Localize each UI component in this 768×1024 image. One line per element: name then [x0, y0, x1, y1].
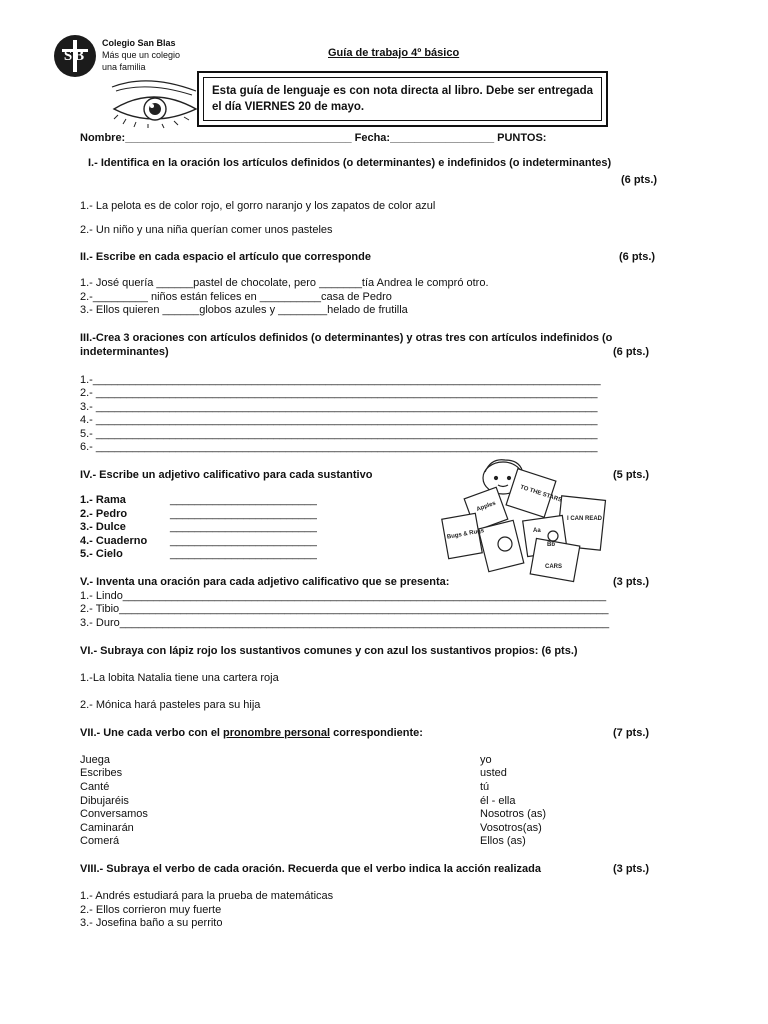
school-name: Colegio San Blas	[102, 38, 176, 48]
verb-item: Dibujaréis	[80, 795, 129, 807]
pronoun-item: él - ella	[480, 795, 516, 807]
verb-item: Comerá	[80, 835, 120, 847]
logo-letters: SB	[63, 48, 87, 64]
section8-points: (3 pts.)	[613, 863, 650, 875]
section4-points: (5 pts.)	[613, 469, 650, 481]
section7-points: (7 pts.)	[613, 727, 650, 739]
adjective-blank[interactable]: ________________________	[170, 494, 317, 506]
adjective-blank[interactable]: ________________________	[170, 548, 317, 560]
answer-line[interactable]: 2.- __________________________________________________________________________________	[80, 387, 598, 399]
adjective-blank[interactable]: ________________________	[170, 521, 317, 533]
eye-icon	[108, 79, 200, 129]
section8-item: 1.- Andrés estudiará para la prueba de matemáticas	[80, 890, 334, 902]
section7-title	[80, 727, 423, 739]
verb-item: Conversamos	[80, 808, 148, 820]
book-label: Aa	[533, 528, 541, 534]
section8-item: 3.- Josefina baño a su perrito	[80, 917, 223, 929]
section8-title: VIII.- Subraya el verbo de cada oración. Recuerda que el verbo indica la acción realizada	[80, 863, 541, 875]
noun-label: 3.- Dulce	[80, 521, 126, 533]
school-motto-line2: una familia	[102, 62, 146, 72]
book-label: Apples	[475, 500, 497, 514]
section1-points: (6 pts.)	[621, 174, 658, 186]
section7-title-underlined: pronombre personal	[223, 727, 331, 739]
section6-item: 1.-La lobita Natalia tiene una cartera roja	[80, 672, 279, 684]
book-label: I CAN READ	[567, 516, 603, 522]
verb-item: Escribes	[80, 767, 123, 779]
school-info	[102, 37, 180, 73]
section8-item: 2.- Ellos corrieron muy fuerte	[80, 904, 222, 916]
sentence-line[interactable]: 2.- Tibio________________________________________________________________________________	[80, 603, 609, 615]
section2-item: 3.- Ellos quieren ______globos azules y ________helado de frutilla	[80, 304, 408, 316]
section7-title-suffix: correspondiente:	[330, 727, 423, 739]
sentence-line[interactable]: 3.- Duro________________________________________________________________________________	[80, 617, 610, 629]
section2-title: II.- Escribe en cada espacio el artículo que corresponde	[80, 251, 371, 263]
noun-label: 1.- Rama	[80, 494, 126, 506]
book-label: Bb	[547, 542, 555, 548]
section3-title-line1: III.-Crea 3 oraciones con artículos definidos (o determinantes) y otras tres con artículos indefinidos (o	[80, 332, 613, 344]
pronoun-item: Vosotros(as)	[480, 822, 542, 834]
section2-points: (6 pts.)	[619, 251, 656, 263]
section6-item: 2.- Mónica hará pasteles para su hija	[80, 699, 261, 711]
answer-line[interactable]: 5.- __________________________________________________________________________________	[80, 428, 598, 440]
section5-title: V.- Inventa una oración para cada adjetivo calificativo que se presenta:	[80, 576, 450, 588]
answer-line[interactable]: 6.- __________________________________________________________________________________	[80, 441, 598, 453]
kids-reading-illustration	[441, 456, 611, 586]
pronoun-item: Nosotros (as)	[480, 808, 547, 820]
school-motto-line1: Más que un colegio	[102, 50, 181, 60]
section3-points: (6 pts.)	[613, 346, 650, 358]
book-label: TO THE STARS	[519, 484, 563, 504]
noun-label: 5.- Cielo	[80, 548, 123, 560]
section2-item: 2.-_________ niños están felices en __________casa de Pedro	[80, 291, 392, 303]
noun-label: 2.- Pedro	[80, 508, 128, 520]
answer-line[interactable]: 4.- __________________________________________________________________________________	[80, 414, 598, 426]
book-label: CARS	[545, 564, 563, 570]
school-logo	[54, 35, 96, 77]
section1-title: I.- Identifica en la oración los artículos definidos (o determinantes) e indefinidos (o indeterminantes)	[88, 157, 612, 169]
page-title: Guía de trabajo 4º básico	[328, 47, 460, 59]
student-info-line: Nombre:_____________________________________ Fecha:_________________ PUNTOS:	[80, 132, 547, 144]
section6-title: VI.- Subraya con lápiz rojo los sustantivos comunes y con azul los sustantivos propios: (6 pts.)	[80, 645, 578, 657]
adjective-blank[interactable]: ________________________	[170, 508, 317, 520]
pronoun-item: yo	[480, 754, 492, 766]
sentence-line[interactable]: 1.- Lindo_______________________________________________________________________________	[80, 590, 607, 602]
verb-item: Canté	[80, 781, 110, 793]
book-label: Bugs & Rugs	[446, 528, 485, 541]
verb-item: Caminarán	[80, 822, 134, 834]
section2-item: 1.- José quería ______pastel de chocolate, pero _______tía Andrea le compró otro.	[80, 277, 489, 289]
pronoun-item: Ellos (as)	[480, 835, 526, 847]
section1-item: 1.- La pelota es de color rojo, el gorro naranjo y los zapatos de color azul	[80, 200, 436, 212]
section5-points: (3 pts.)	[613, 576, 650, 588]
instructions-text: Esta guía de lenguaje es con nota directa al libro. Debe ser entregada el día VIERNES 20 de mayo.	[203, 77, 602, 121]
answer-line[interactable]: 1.-___________________________________________________________________________________	[80, 374, 601, 386]
section3-title-line2: indeterminantes)	[80, 346, 169, 358]
section7-title-prefix: VII.- Une cada verbo con el	[80, 727, 224, 739]
pronoun-item: tú	[480, 781, 490, 793]
adjective-blank[interactable]: ________________________	[170, 535, 317, 547]
instructions-box	[197, 71, 608, 127]
section4-title: IV.- Escribe un adjetivo calificativo para cada sustantivo	[80, 469, 373, 481]
answer-line[interactable]: 3.- __________________________________________________________________________________	[80, 401, 598, 413]
noun-label: 4.- Cuaderno	[80, 535, 148, 547]
section1-item: 2.- Un niño y una niña querían comer unos pasteles	[80, 224, 333, 236]
verb-item: Juega	[80, 754, 110, 766]
pronoun-item: usted	[480, 767, 507, 779]
